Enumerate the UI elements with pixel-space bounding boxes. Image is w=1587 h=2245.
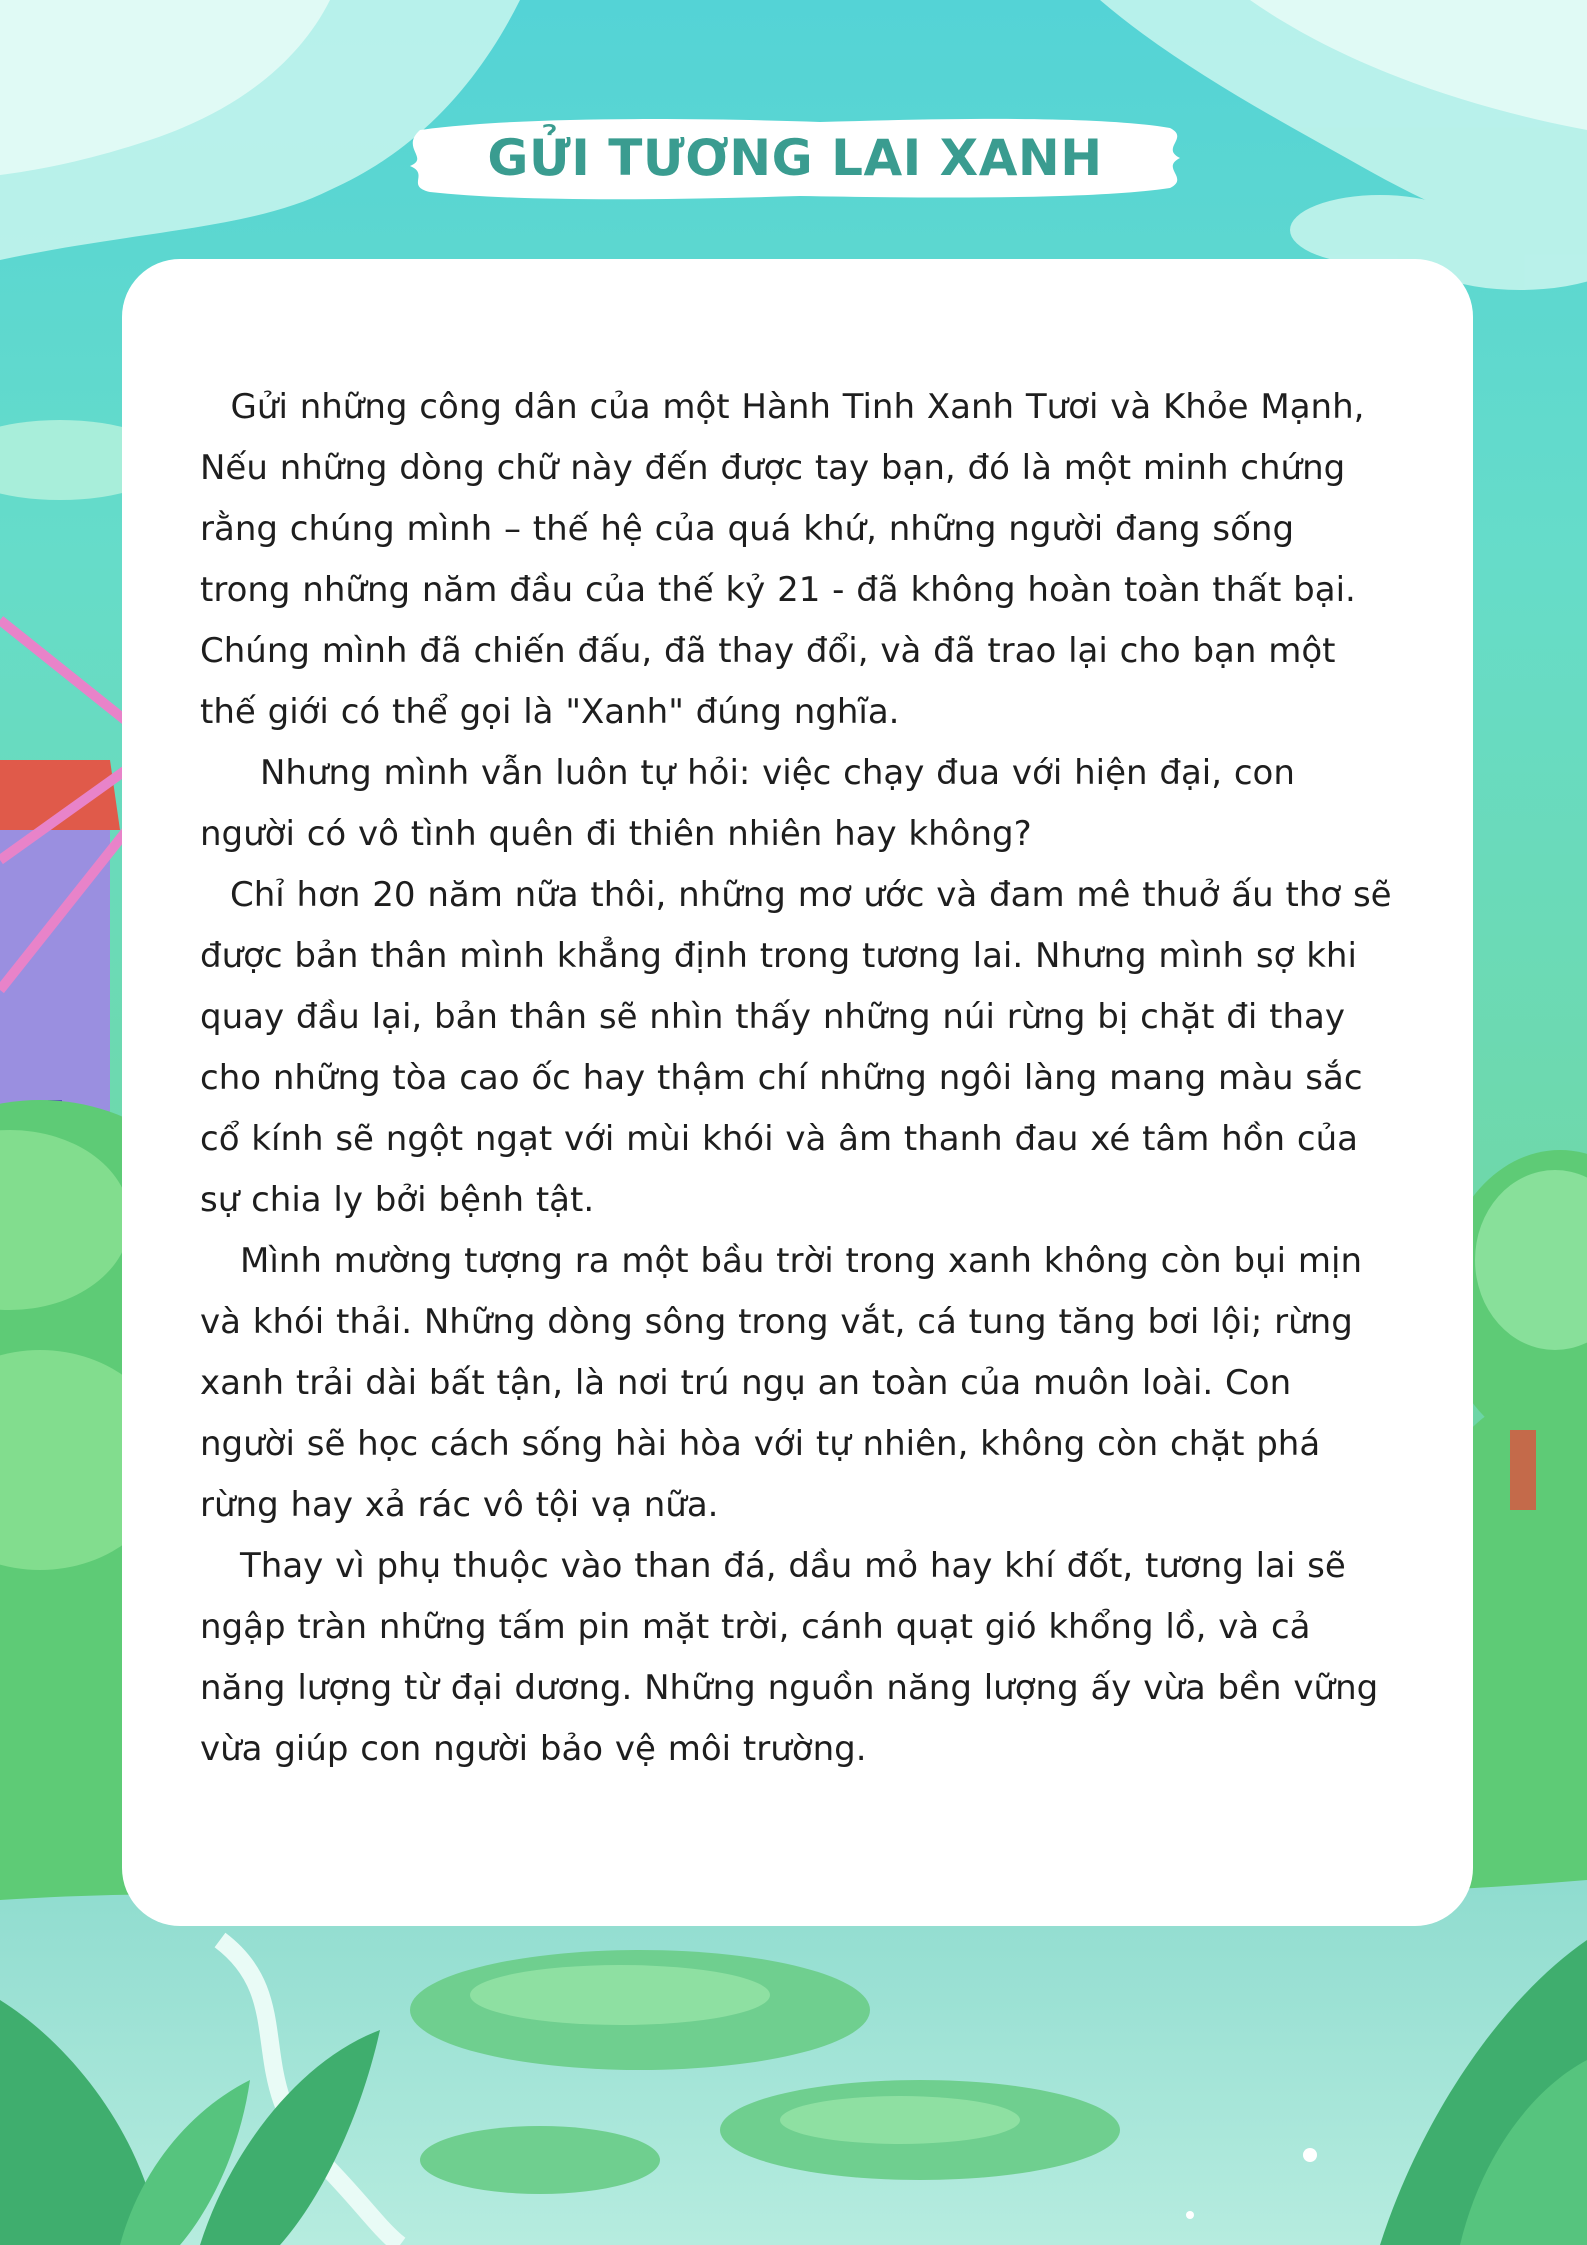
letter-paragraph-1: Nếu những dòng chữ này đến được tay bạn, đó là một minh chứng rằng chúng mình – thế hệ của quá khứ, những người đang sống trong những năm đầu của thế kỷ 21 - đã không hoàn toàn thất bại. Chúng mình đã chiến đấu, đã thay đổi, và đã trao lại cho bạn một thế giới có thể gọi là "Xanh" đúng nghĩa.	[200, 448, 1356, 732]
letter-paragraph-2: Nhưng mình vẫn luôn tự hỏi: việc chạy đua với hiện đại, con người có vô tình quên đi thiên nhiên hay không?	[200, 753, 1295, 854]
letter-paragraph-5: Thay vì phụ thuộc vào than đá, dầu mỏ hay khí đốt, tương lai sẽ ngập tràn những tấm pin mặt trời, cánh quạt gió khổng lồ, và cả năng lượng từ đại dương. Những nguồn năng lượng ấy vừa bền vững vừa giúp con người bảo vệ môi trường.	[200, 1546, 1379, 1769]
letter-body	[200, 377, 1395, 1780]
title-banner	[400, 108, 1190, 208]
letter-salutation: Gửi những công dân của một Hành Tinh Xanh Tươi và Khỏe Mạnh,	[230, 387, 1365, 427]
letter-card	[122, 259, 1473, 1926]
letter-paragraph-4: Mình mường tượng ra một bầu trời trong xanh không còn bụi mịn và khói thải. Những dòng sông trong vắt, cá tung tăng bơi lội; rừng xanh trải dài bất tận, là nơi trú ngụ an toàn của muôn loài. Con người sẽ học cách sống hài hòa với tự nhiên, không còn chặt phá rừng hay xả rác vô tội vạ nữa.	[200, 1241, 1363, 1525]
page-title: GỬI TƯƠNG LAI XANH	[487, 129, 1103, 187]
letter-paragraph-3: Chỉ hơn 20 năm nữa thôi, những mơ ước và đam mê thuở ấu thơ sẽ được bản thân mình khẳng định trong tương lai. Nhưng mình sợ khi quay đầu lại, bản thân sẽ nhìn thấy những núi rừng bị chặt đi thay cho những tòa cao ốc hay thậm chí những ngôi làng mang màu sắc cổ kính sẽ ngột ngạt với mùi khói và âm thanh đau xé tâm hồn của sự chia ly bởi bệnh tật.	[200, 875, 1392, 1220]
